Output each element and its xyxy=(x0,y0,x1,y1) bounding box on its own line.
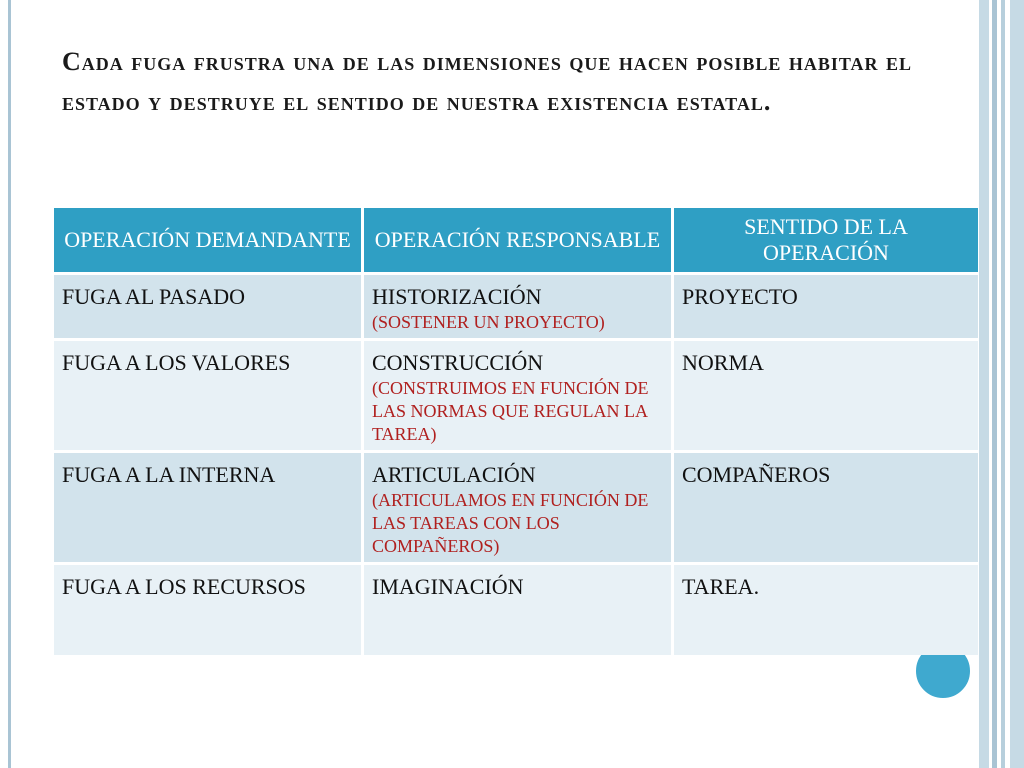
responsable-label: HISTORIZACIÓN xyxy=(372,284,542,309)
cell-demandante: FUGA A LOS RECURSOS xyxy=(54,565,361,655)
right-decor-stripe xyxy=(1001,0,1005,768)
responsable-note: (CONSTRUIMOS EN FUNCIÓN DE LAS NORMAS QUE REGULAN LA TAREA) xyxy=(372,378,649,444)
table-row xyxy=(54,453,978,562)
header-sentido-operacion: SENTIDO DE LA OPERACIÓN xyxy=(674,208,978,272)
header-operacion-demandante: OPERACIÓN DEMANDANTE xyxy=(54,208,361,272)
cell-demandante: FUGA A LA INTERNA xyxy=(54,453,361,562)
responsable-note: (SOSTENER UN PROYECTO) xyxy=(372,312,605,332)
right-decor-stripe xyxy=(992,0,997,768)
cell-sentido: COMPAÑEROS xyxy=(674,453,978,562)
cell-responsable xyxy=(364,565,671,655)
table-row xyxy=(54,341,978,450)
content-table xyxy=(51,205,981,658)
responsable-label: ARTICULACIÓN xyxy=(372,462,536,487)
slide-title: Cada fuga frustra una de las dimensiones que hacen posible habitar el estado y destruye el sentido de nuestra existencia estatal. xyxy=(62,47,913,116)
table-row xyxy=(54,275,978,338)
cell-demandante: FUGA A LOS VALORES xyxy=(54,341,361,450)
responsable-note: (ARTICULAMOS EN FUNCIÓN DE LAS TAREAS CON LOS COMPAÑEROS) xyxy=(372,490,649,556)
table-row xyxy=(54,565,978,655)
responsable-label: IMAGINACIÓN xyxy=(372,574,524,599)
right-decor-stripe xyxy=(1010,0,1024,768)
cell-sentido: NORMA xyxy=(674,341,978,450)
left-border-line xyxy=(8,0,11,768)
cell-demandante: FUGA AL PASADO xyxy=(54,275,361,338)
responsable-label: CONSTRUCCIÓN xyxy=(372,350,544,375)
header-operacion-responsable: OPERACIÓN RESPONSABLE xyxy=(364,208,671,272)
cell-sentido: PROYECTO xyxy=(674,275,978,338)
cell-sentido: TAREA. xyxy=(674,565,978,655)
cell-responsable xyxy=(364,275,671,338)
table-header-row xyxy=(54,208,978,272)
cell-responsable xyxy=(364,453,671,562)
cell-responsable xyxy=(364,341,671,450)
